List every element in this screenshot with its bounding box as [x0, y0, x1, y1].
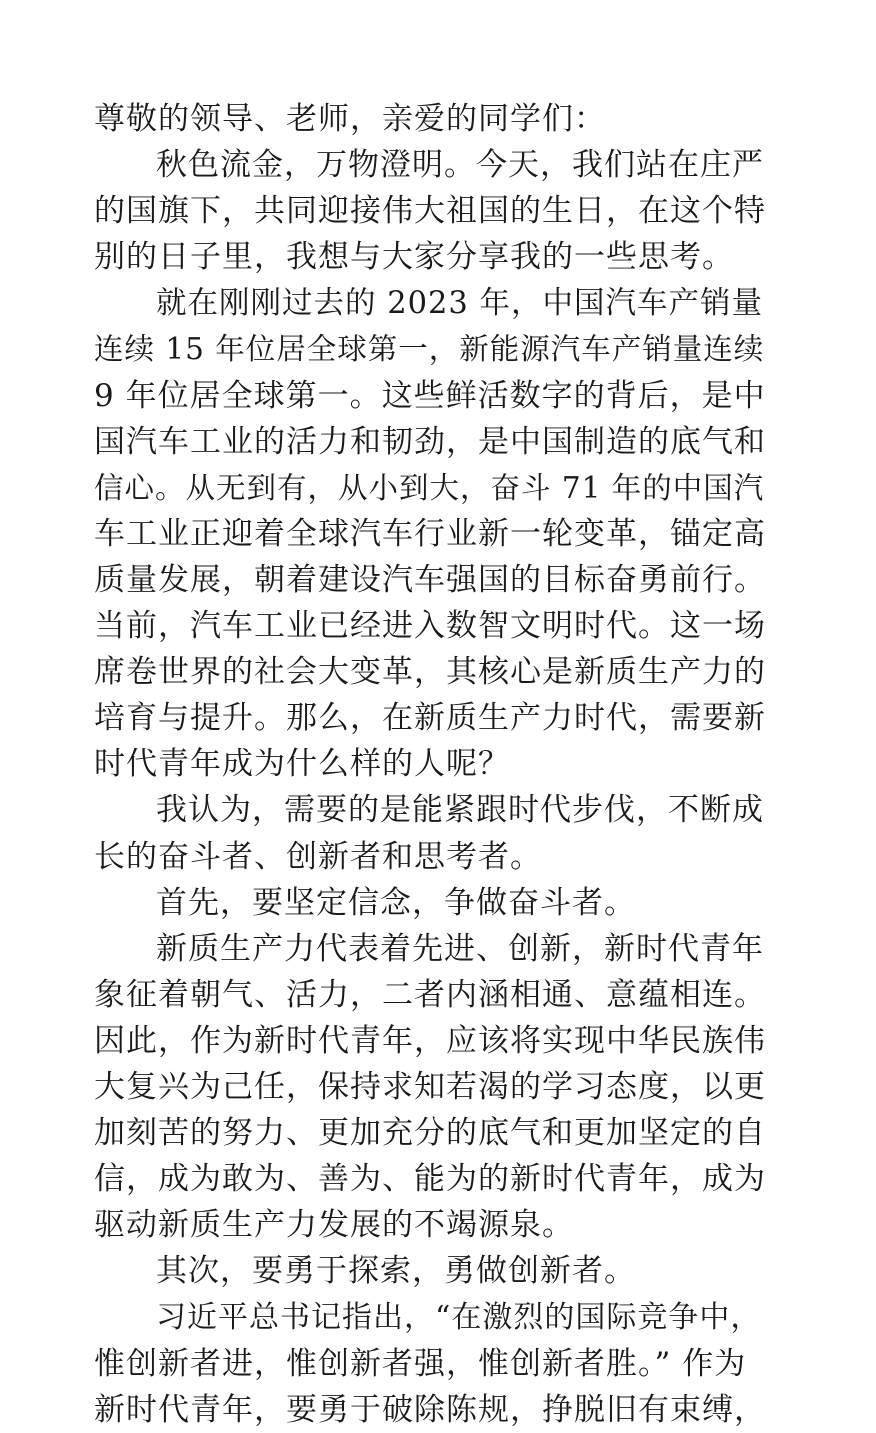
- text-line: 新时代青年，要勇于破除陈规，挣脱旧有束缚，: [94, 1391, 766, 1428]
- text-line: 新质生产力代表着先进、创新，新时代青年: [156, 930, 764, 967]
- text-line: 车工业正迎着全球汽车行业新一轮变革，锚定高: [94, 515, 766, 552]
- text-line: 的国旗下，共同迎接伟大祖国的生日，在这个特: [94, 193, 766, 230]
- text-line: 长的奋斗者、创新者和思考者。: [94, 838, 542, 875]
- text-line: 培育与提升。那么，在新质生产力时代，需要新: [94, 700, 766, 737]
- section-heading-line: 其次，要勇于探索，勇做创新者。: [156, 1253, 636, 1290]
- speech-text: [94, 96, 766, 1433]
- text-line: 席卷世界的社会大变革，其核心是新质生产力的: [94, 654, 766, 691]
- text-line: 驱动新质生产力发展的不竭源泉。: [94, 1207, 574, 1244]
- text-line: 质量发展，朝着建设汽车强国的目标奋勇前行。: [94, 561, 766, 598]
- text-line: 当前，汽车工业已经进入数智文明时代。这一场: [94, 608, 766, 645]
- text-line: 信，成为敢为、善为、能为的新时代青年，成为: [94, 1161, 766, 1198]
- text-line: 9 年位居全球第一。这些鲜活数字的背后，是中: [94, 377, 766, 414]
- text-line: 加刻苦的努力、更加充分的底气和更加坚定的自: [94, 1115, 766, 1152]
- text-line: 信心。从无到有，从小到大，奋斗 71 年的中国汽: [94, 470, 765, 505]
- text-line: 就在刚刚过去的 2023 年，中国汽车产销量: [156, 286, 764, 322]
- text-line: 习近平总书记指出，“在激烈的国际竞争中，: [156, 1300, 762, 1336]
- text-line: 别的日子里，我想与大家分享我的一些思考。: [94, 239, 734, 276]
- text-line: 惟创新者进，惟创新者强，惟创新者胜。” 作为: [94, 1345, 747, 1382]
- text-line: 时代青年成为什么样的人呢？: [94, 746, 510, 783]
- text-line: 大复兴为己任，保持求知若渴的学习态度，以更: [94, 1068, 766, 1105]
- text-line: 连续 15 年位居全球第一，新能源汽车产销量连续: [94, 332, 765, 367]
- text-line: 象征着朝气、活力，二者内涵相通、意蕴相连。: [94, 976, 766, 1013]
- text-line: 我认为，需要的是能紧跟时代步伐，不断成: [156, 792, 764, 829]
- text-line: 秋色流金，万物澄明。今天，我们站在庄严: [156, 147, 764, 184]
- section-heading-line: 首先，要坚定信念，争做奋斗者。: [156, 884, 636, 921]
- text-line: 国汽车工业的活力和韧劲，是中国制造的底气和: [94, 423, 766, 460]
- salutation-line: 尊敬的领导、老师，亲爱的同学们：: [94, 101, 606, 137]
- text-line: 因此，作为新时代青年，应该将实现中华民族伟: [94, 1022, 766, 1059]
